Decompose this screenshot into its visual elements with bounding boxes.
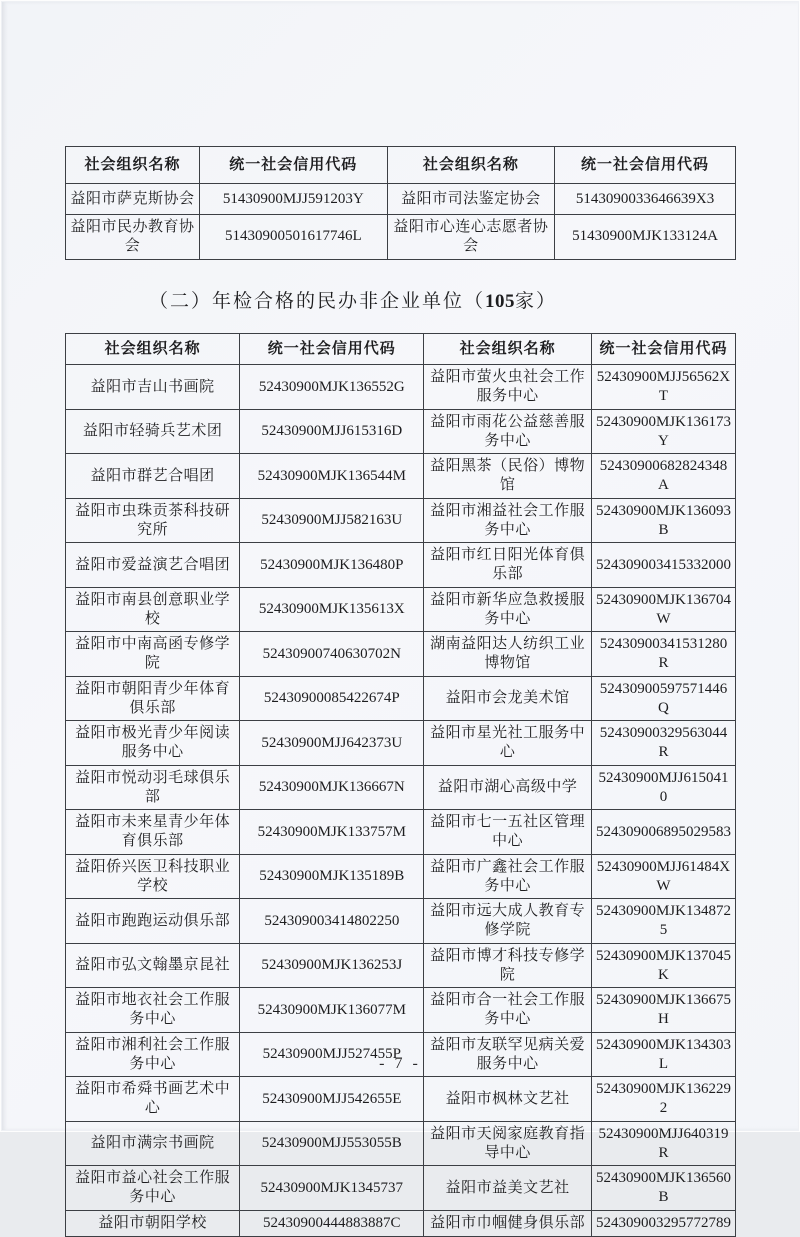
credit-code-cell: 52430900MJJ61484XW: [591, 854, 735, 899]
column-header: 统一社会信用代码: [240, 333, 424, 365]
org-name-cell: 益阳市新华应急救援服务中心: [424, 587, 592, 632]
page-number: - 7 -: [379, 1055, 421, 1072]
table-row: [66, 454, 736, 499]
org-name-cell: 益阳市朝阳学校: [66, 1210, 240, 1236]
credit-code-cell: 51430900MJK133124A: [555, 215, 736, 260]
org-name-cell: 益阳市未来星青少年体育俱乐部: [66, 810, 240, 855]
credit-code-cell: 52430900MJJ6150410: [591, 765, 735, 810]
table-row: [66, 854, 736, 899]
org-name-cell: 益阳市博才科技专修学院: [424, 943, 592, 988]
table-row: [66, 1077, 736, 1122]
credit-code-cell: 524309003414802250: [240, 899, 424, 944]
org-name-cell: 益阳市爱益演艺合唱团: [66, 543, 240, 588]
section-heading: [65, 286, 736, 313]
column-header: 统一社会信用代码: [555, 147, 736, 184]
org-name-cell: 益阳市雨花公益慈善服务中心: [424, 409, 592, 454]
org-name-cell: 益阳市群艺合唱团: [66, 454, 240, 499]
table-row: [66, 587, 736, 632]
credit-code-cell: 52430900MJK1345737: [240, 1166, 424, 1211]
credit-code-cell: 52430900085422674P: [240, 676, 424, 721]
org-name-cell: 益阳市跑跑运动俱乐部: [66, 899, 240, 944]
credit-code-cell: 52430900MJK136173Y: [591, 409, 735, 454]
org-name-cell: 益阳市巾帼健身俱乐部: [424, 1210, 592, 1236]
org-name-cell: 益阳市红日阳光体育俱乐部: [424, 543, 592, 588]
credit-code-cell: 52430900597571446Q: [591, 676, 735, 721]
credit-code-cell: 524309006895029583: [591, 810, 735, 855]
table-row: [66, 498, 736, 543]
org-name-cell: 益阳侨兴医卫科技职业学校: [66, 854, 240, 899]
credit-code-cell: 52430900MJJ56562XT: [591, 365, 735, 410]
section-heading-suffix: 家）: [515, 290, 558, 312]
document-content: [1, 1, 799, 1237]
org-name-cell: 益阳市萤火虫社会工作服务中心: [424, 365, 592, 410]
credit-code-cell: 52430900444883887C: [240, 1210, 424, 1236]
table-row: [66, 810, 736, 855]
org-name-cell: 益阳市希舜书画艺术中心: [66, 1077, 240, 1122]
org-name-cell: 益阳市湘益社会工作服务中心: [424, 498, 592, 543]
table-row: [66, 765, 736, 810]
section-heading-count: 105: [485, 290, 516, 312]
table-row: [66, 409, 736, 454]
org-name-cell: 益阳市弘文翰墨京昆社: [66, 943, 240, 988]
credit-code-cell: 52430900MJK134303L: [591, 1032, 735, 1077]
credit-code-cell: 52430900MJK135613X: [240, 587, 424, 632]
credit-code-cell: 52430900MJK136077M: [240, 988, 424, 1033]
column-header: 社会组织名称: [387, 147, 555, 184]
org-name-cell: 益阳市友联罕见病关爱服务中心: [424, 1032, 592, 1077]
credit-code-cell: 52430900MJK135189B: [240, 854, 424, 899]
associations-table: [65, 146, 736, 260]
org-name-cell: 益阳市满宗书画院: [66, 1121, 240, 1166]
org-name-cell: 益阳市湘利社会工作服务中心: [66, 1032, 240, 1077]
org-name-cell: 益阳市星光社工服务中心: [424, 721, 592, 766]
org-name-cell: 益阳市远大成人教育专修学院: [424, 899, 592, 944]
header-row: [66, 147, 736, 184]
org-name-cell: 益阳市心连心志愿者协会: [387, 215, 555, 260]
table-row: [66, 1121, 736, 1166]
credit-code-cell: 52430900MJJ542655E: [240, 1077, 424, 1122]
table-row: [66, 1166, 736, 1211]
table-row: [66, 943, 736, 988]
org-name-cell: 益阳市广鑫社会工作服务中心: [424, 854, 592, 899]
credit-code-cell: 52430900MJJ642373U: [240, 721, 424, 766]
org-name-cell: 益阳市枫林文艺社: [424, 1077, 592, 1122]
credit-code-cell: 52430900740630702N: [240, 632, 424, 677]
org-name-cell: 益阳市虫珠贡茶科技研究所: [66, 498, 240, 543]
column-header: 统一社会信用代码: [200, 147, 388, 184]
credit-code-cell: 52430900MJK136480P: [240, 543, 424, 588]
credit-code-cell: 52430900MJJ527455P: [240, 1032, 424, 1077]
credit-code-cell: 52430900MJK136667N: [240, 765, 424, 810]
table-row: [66, 676, 736, 721]
org-name-cell: 益阳市七一五社区管理中心: [424, 810, 592, 855]
column-header: 社会组织名称: [424, 333, 592, 365]
credit-code-cell: 52430900MJK137045K: [591, 943, 735, 988]
org-name-cell: 益阳市合一社会工作服务中心: [424, 988, 592, 1033]
credit-code-cell: 524309003415332000: [591, 543, 735, 588]
section-heading-prefix: （二）年检合格的民办非企业单位（: [149, 290, 486, 312]
column-header: 统一社会信用代码: [591, 333, 735, 365]
credit-code-cell: 52430900MJK136560B: [591, 1166, 735, 1211]
credit-code-cell: 51430900MJJ591203Y: [200, 184, 388, 215]
org-name-cell: 益阳市萨克斯协会: [66, 184, 200, 215]
org-name-cell: 益阳市朝阳青少年体育俱乐部: [66, 676, 240, 721]
credit-code-cell: 51430900501617746L: [200, 215, 388, 260]
credit-code-cell: 52430900MJK136704W: [591, 587, 735, 632]
table-row: [66, 988, 736, 1033]
credit-code-cell: 524309003295772789: [591, 1210, 735, 1236]
column-header: 社会组织名称: [66, 147, 200, 184]
table-row: [66, 1210, 736, 1236]
org-name-cell: 益阳市益心社会工作服务中心: [66, 1166, 240, 1211]
org-name-cell: 益阳市南县创意职业学校: [66, 587, 240, 632]
credit-code-cell: 52430900MJK133757M: [240, 810, 424, 855]
credit-code-cell: 52430900MJJ582163U: [240, 498, 424, 543]
org-name-cell: 益阳市轻骑兵艺术团: [66, 409, 240, 454]
org-name-cell: 益阳市会龙美术馆: [424, 676, 592, 721]
table-row: [66, 365, 736, 410]
org-name-cell: 益阳黑茶（民俗）博物馆: [424, 454, 592, 499]
credit-code-cell: 52430900MJK136093B: [591, 498, 735, 543]
org-name-cell: 益阳市民办教育协会: [66, 215, 200, 260]
org-name-cell: 益阳市中南高函专修学院: [66, 632, 240, 677]
credit-code-cell: 52430900MJK136253J: [240, 943, 424, 988]
credit-code-cell: 52430900MJK136675H: [591, 988, 735, 1033]
credit-code-cell: 52430900MJK1348725: [591, 899, 735, 944]
table-row: [66, 721, 736, 766]
credit-code-cell: 52430900MJK136544M: [240, 454, 424, 499]
credit-code-cell: 5143090033646639X3: [555, 184, 736, 215]
org-name-cell: 益阳市益美文艺社: [424, 1166, 592, 1211]
org-name-cell: 益阳市地衣社会工作服务中心: [66, 988, 240, 1033]
credit-code-cell: 52430900341531280R: [591, 632, 735, 677]
column-header: 社会组织名称: [66, 333, 240, 365]
nonprofit-units-table: [65, 333, 736, 1237]
org-name-cell: 湖南益阳达人纺织工业博物馆: [424, 632, 592, 677]
credit-code-cell: 52430900MJK1362292: [591, 1077, 735, 1122]
credit-code-cell: 52430900MJK136552G: [240, 365, 424, 410]
org-name-cell: 益阳市极光青少年阅读服务中心: [66, 721, 240, 766]
org-name-cell: 益阳市吉山书画院: [66, 365, 240, 410]
credit-code-cell: 52430900MJJ615316D: [240, 409, 424, 454]
credit-code-cell: 52430900329563044R: [591, 721, 735, 766]
table-row: [66, 215, 736, 260]
credit-code-cell: 52430900MJJ640319R: [591, 1121, 735, 1166]
org-name-cell: 益阳市悦动羽毛球俱乐部: [66, 765, 240, 810]
org-name-cell: 益阳市司法鉴定协会: [387, 184, 555, 215]
org-name-cell: 益阳市天阅家庭教育指导中心: [424, 1121, 592, 1166]
table-row: [66, 632, 736, 677]
header-row: [66, 333, 736, 365]
table-row: [66, 184, 736, 215]
table-row: [66, 899, 736, 944]
credit-code-cell: 52430900682824348A: [591, 454, 735, 499]
table-row: [66, 543, 736, 588]
credit-code-cell: 52430900MJJ553055B: [240, 1121, 424, 1166]
org-name-cell: 益阳市湖心高级中学: [424, 765, 592, 810]
